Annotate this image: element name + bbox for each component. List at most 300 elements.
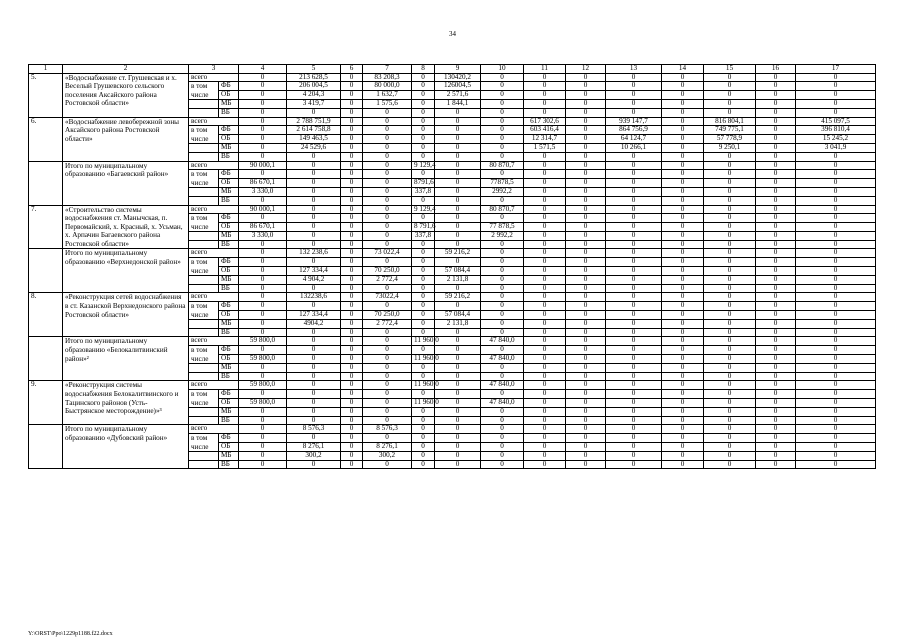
value-cell: 0 [524,408,566,417]
value-cell: 0 [435,152,481,161]
value-cell: 0 [756,433,796,442]
value-cell: 0 [435,328,481,337]
incl-label: в том числе [189,346,219,364]
value-cell: 0 [363,117,412,126]
value-cell: 0 [239,284,287,293]
value-cell: 0 [704,433,756,442]
value-cell: 0 [566,389,606,398]
value-cell: 0 [481,117,524,126]
value-cell: 0 [363,389,412,398]
value-cell: 0 [239,433,287,442]
total-label: всего [189,161,239,170]
value-cell: 0 [481,425,524,434]
value-cell: 0 [239,346,287,355]
value-cell: 0 [566,258,606,267]
value-cell: 0 [524,152,566,161]
value-cell: 0 [524,161,566,170]
value-cell: 0 [239,91,287,100]
total-label: всего [189,381,239,390]
value-cell: 0 [341,73,363,82]
value-cell: 0 [481,196,524,205]
value-cell: 0 [412,258,435,267]
value-cell: 0 [435,161,481,170]
value-cell: 0 [606,196,662,205]
value-cell: 0 [287,205,341,214]
value-cell: 0 [287,399,341,408]
value-cell: 0 [662,460,704,469]
value-cell: 0 [756,126,796,135]
empty-cell [189,452,219,461]
value-cell: 0 [341,320,363,329]
header-cell: 2 [63,65,189,74]
value-cell: 0 [524,249,566,258]
value-cell: 0 [363,232,412,241]
value-cell: 0 [524,293,566,302]
value-cell: 0 [796,152,876,161]
value-cell: 0 [704,389,756,398]
value-cell: 0 [704,443,756,452]
value-cell: 0 [435,302,481,311]
value-cell: 0 [606,355,662,364]
value-cell: 0 [756,302,796,311]
value-cell: 0 [756,240,796,249]
incl-label: в том числе [189,389,219,407]
value-cell: 70 250,0 [363,267,412,276]
funding-source: МБ [219,320,239,329]
value-cell: 0 [606,364,662,373]
value-cell: 3 330,0 [239,188,287,197]
value-cell: 0 [796,416,876,425]
value-cell: 0 [662,82,704,91]
value-cell: 0 [287,240,341,249]
value-cell: 0 [412,328,435,337]
value-cell: 0 [239,82,287,91]
value-cell: 0 [606,408,662,417]
value-cell: 9 250,1 [704,144,756,153]
value-cell: 0 [287,223,341,232]
value-cell: 0 [435,452,481,461]
value-cell: 0 [566,399,606,408]
measure-name: Итого по муниципальному образованию «Белокалитвинский район»² [63,337,189,381]
value-cell: 0 [412,82,435,91]
value-cell: 0 [524,452,566,461]
value-cell: 8 791,6 [412,223,435,232]
value-cell: 0 [704,170,756,179]
funding-source: ОБ [219,355,239,364]
funding-source: ФБ [219,82,239,91]
value-cell: 0 [435,381,481,390]
total-label: всего [189,73,239,82]
value-cell: 0 [435,355,481,364]
funding-source: ФБ [219,302,239,311]
value-cell: 2 571,6 [435,91,481,100]
value-cell: 0 [662,170,704,179]
value-cell: 0 [435,232,481,241]
total-label: всего [189,293,239,302]
row-number [29,161,63,205]
header-cell: 5 [287,65,341,74]
value-cell: 0 [363,152,412,161]
value-cell: 0 [363,284,412,293]
value-cell: 0 [756,82,796,91]
value-cell: 0 [606,293,662,302]
value-cell: 0 [756,73,796,82]
value-cell: 0 [341,232,363,241]
value-cell: 0 [481,82,524,91]
total-label: всего [189,337,239,346]
value-cell: 0 [524,425,566,434]
value-cell: 0 [796,249,876,258]
value-cell: 47 840,0 [481,381,524,390]
value-cell: 0 [524,73,566,82]
value-cell: 0 [662,188,704,197]
value-cell: 0 [239,328,287,337]
value-cell: 0 [662,425,704,434]
value-cell: 0 [341,337,363,346]
value-cell: 0 [341,433,363,442]
value-cell: 0 [756,144,796,153]
row-number: 9. [29,381,63,425]
value-cell: 0 [704,320,756,329]
value-cell: 0 [341,135,363,144]
value-cell: 0 [412,293,435,302]
value-cell: 1 571,5 [524,144,566,153]
value-cell: 0 [239,364,287,373]
value-cell: 0 [341,267,363,276]
value-cell: 0 [566,337,606,346]
value-cell: 396 810,4 [796,126,876,135]
row-number: 8. [29,293,63,337]
value-cell: 0 [566,161,606,170]
value-cell: 0 [341,205,363,214]
row-number [29,337,63,381]
funding-source: ФБ [219,389,239,398]
value-cell: 0 [363,328,412,337]
value-cell: 0 [566,267,606,276]
value-cell: 0 [662,320,704,329]
value-cell: 0 [796,320,876,329]
value-cell: 0 [239,214,287,223]
value-cell: 59 800,0 [239,337,287,346]
value-cell: 0 [363,416,412,425]
value-cell: 0 [239,293,287,302]
value-cell: 0 [239,443,287,452]
value-cell: 0 [566,320,606,329]
value-cell: 0 [662,73,704,82]
value-cell: 0 [239,170,287,179]
value-cell: 0 [704,399,756,408]
value-cell: 0 [341,311,363,320]
value-cell: 0 [524,372,566,381]
value-cell: 0 [704,100,756,109]
value-cell: 0 [796,408,876,417]
value-cell: 0 [796,223,876,232]
value-cell: 0 [481,284,524,293]
value-cell: 0 [756,170,796,179]
value-cell: 0 [796,381,876,390]
value-cell: 1 632,7 [363,91,412,100]
value-cell: 0 [481,320,524,329]
value-cell: 126004,5 [435,82,481,91]
value-cell: 206 004,5 [287,82,341,91]
value-cell: 0 [524,320,566,329]
value-cell: 0 [606,73,662,82]
header-cell: 14 [662,65,704,74]
value-cell: 0 [704,179,756,188]
value-cell: 59 800,0 [239,355,287,364]
value-cell: 0 [524,223,566,232]
value-cell: 64 124,7 [606,135,662,144]
value-cell: 0 [662,91,704,100]
value-cell: 0 [566,416,606,425]
value-cell: 0 [606,381,662,390]
value-cell: 0 [524,364,566,373]
value-cell: 0 [566,144,606,153]
funding-source: ОБ [219,91,239,100]
value-cell: 0 [412,433,435,442]
value-cell: 0 [435,399,481,408]
total-label: всего [189,249,239,258]
page-number: 34 [449,30,456,38]
value-cell: 603 416,4 [524,126,566,135]
value-cell: 0 [756,223,796,232]
table-row [29,381,876,390]
value-cell: 0 [566,408,606,417]
measure-name: «Строительство системы водоснабжения ст. Манычская, п. Первомайский, х. Красный, х. Усьман, х. Арпачин Багаевского района Ростовской области» [63,205,189,249]
value-cell: 0 [606,372,662,381]
value-cell: 3 330,0 [239,232,287,241]
value-cell: 0 [606,214,662,223]
value-cell: 0 [566,152,606,161]
value-cell: 0 [435,179,481,188]
value-cell: 0 [412,126,435,135]
value-cell: 0 [435,205,481,214]
value-cell: 11 960,0 [412,355,435,364]
value-cell: 0 [287,108,341,117]
header-cell: 16 [756,65,796,74]
value-cell: 0 [662,196,704,205]
value-cell: 0 [524,389,566,398]
value-cell: 0 [481,108,524,117]
header-cell: 10 [481,65,524,74]
value-cell: 0 [566,91,606,100]
value-cell: 0 [287,416,341,425]
value-cell: 0 [662,293,704,302]
value-cell: 0 [756,196,796,205]
value-cell: 0 [435,337,481,346]
value-cell: 0 [796,337,876,346]
value-cell: 0 [606,258,662,267]
empty-cell [189,364,219,373]
value-cell: 0 [524,337,566,346]
value-cell: 47 840,0 [481,399,524,408]
value-cell: 0 [481,152,524,161]
value-cell: 0 [481,460,524,469]
value-cell: 0 [796,452,876,461]
value-cell: 0 [606,232,662,241]
value-cell: 0 [524,240,566,249]
value-cell: 0 [363,170,412,179]
value-cell: 0 [756,214,796,223]
value-cell: 0 [662,408,704,417]
value-cell: 0 [566,214,606,223]
value-cell: 0 [756,443,796,452]
incl-label: в том числе [189,170,219,188]
value-cell: 0 [363,108,412,117]
value-cell: 0 [566,170,606,179]
value-cell: 0 [566,364,606,373]
value-cell: 0 [239,311,287,320]
value-cell: 0 [704,82,756,91]
value-cell: 0 [239,258,287,267]
value-cell: 0 [704,372,756,381]
incl-label: в том числе [189,82,219,100]
value-cell: 0 [481,144,524,153]
value-cell: 0 [662,135,704,144]
value-cell: 2 131,8 [435,276,481,285]
value-cell: 0 [363,188,412,197]
value-cell: 0 [435,284,481,293]
value-cell: 0 [796,355,876,364]
value-cell: 0 [412,100,435,109]
header-cell: 13 [606,65,662,74]
value-cell: 0 [481,267,524,276]
value-cell: 0 [412,196,435,205]
value-cell: 300,2 [363,452,412,461]
value-cell: 0 [239,389,287,398]
value-cell: 0 [756,258,796,267]
value-cell: 0 [341,117,363,126]
value-cell: 0 [363,205,412,214]
value-cell: 15 245,2 [796,135,876,144]
value-cell: 0 [481,311,524,320]
value-cell: 0 [606,425,662,434]
empty-cell [189,276,219,285]
value-cell: 0 [662,443,704,452]
value-cell: 0 [704,91,756,100]
value-cell: 2 772,4 [363,276,412,285]
value-cell: 0 [662,433,704,442]
value-cell: 0 [239,100,287,109]
value-cell: 0 [412,117,435,126]
value-cell: 0 [435,214,481,223]
value-cell: 0 [412,214,435,223]
value-cell: 0 [239,135,287,144]
value-cell: 2 992,2 [481,232,524,241]
value-cell: 0 [524,399,566,408]
value-cell: 0 [481,126,524,135]
value-cell: 8 276,1 [363,443,412,452]
value-cell: 0 [341,214,363,223]
value-cell: 80 000,0 [363,82,412,91]
value-cell: 0 [363,346,412,355]
value-cell: 0 [796,311,876,320]
value-cell: 0 [704,311,756,320]
value-cell: 0 [287,161,341,170]
value-cell: 149 463,5 [287,135,341,144]
value-cell: 0 [796,91,876,100]
value-cell: 0 [363,399,412,408]
value-cell: 0 [662,232,704,241]
value-cell: 0 [524,284,566,293]
value-cell: 0 [662,152,704,161]
row-number [29,249,63,293]
funding-source: МБ [219,452,239,461]
value-cell: 77878,5 [481,179,524,188]
total-label: всего [189,205,239,214]
value-cell: 4 904,2 [287,276,341,285]
value-cell: 0 [435,117,481,126]
value-cell: 0 [796,460,876,469]
value-cell: 0 [412,460,435,469]
value-cell: 59 216,2 [435,293,481,302]
value-cell: 0 [435,108,481,117]
funding-source: МБ [219,408,239,417]
measure-name: Итого по муниципальному образованию «Багаевский район» [63,161,189,205]
value-cell: 8 576,3 [363,425,412,434]
value-cell: 3 041,9 [796,144,876,153]
value-cell: 0 [756,408,796,417]
value-cell: 0 [363,372,412,381]
incl-label: в том числе [189,433,219,451]
value-cell: 0 [412,91,435,100]
value-cell: 0 [606,240,662,249]
value-cell: 0 [363,408,412,417]
value-cell: 0 [704,161,756,170]
funding-source: МБ [219,364,239,373]
value-cell: 0 [412,249,435,258]
value-cell: 132238,6 [287,293,341,302]
value-cell: 0 [481,276,524,285]
value-cell: 0 [704,108,756,117]
value-cell: 0 [606,267,662,276]
value-cell: 0 [662,179,704,188]
value-cell: 0 [341,355,363,364]
value-cell: 0 [756,100,796,109]
value-cell: 0 [704,328,756,337]
value-cell: 0 [341,126,363,135]
value-cell: 0 [481,302,524,311]
empty-cell [189,460,219,469]
value-cell: 0 [704,452,756,461]
value-cell: 0 [704,355,756,364]
value-cell: 0 [435,170,481,179]
value-cell: 0 [412,240,435,249]
value-cell: 0 [524,328,566,337]
value-cell: 0 [704,460,756,469]
value-cell: 0 [566,205,606,214]
value-cell: 0 [412,346,435,355]
value-cell: 0 [341,346,363,355]
value-cell: 864 756,9 [606,126,662,135]
value-cell: 0 [435,372,481,381]
value-cell: 0 [287,372,341,381]
funding-source: ОБ [219,223,239,232]
value-cell: 0 [704,205,756,214]
value-cell: 0 [662,416,704,425]
value-cell: 0 [363,460,412,469]
table-row [29,117,876,126]
value-cell: 0 [341,389,363,398]
value-cell: 0 [566,100,606,109]
value-cell: 0 [606,328,662,337]
value-cell: 0 [756,179,796,188]
value-cell: 0 [363,223,412,232]
value-cell: 0 [662,399,704,408]
value-cell: 0 [239,144,287,153]
value-cell: 0 [662,346,704,355]
value-cell: 11 960,0 [412,381,435,390]
